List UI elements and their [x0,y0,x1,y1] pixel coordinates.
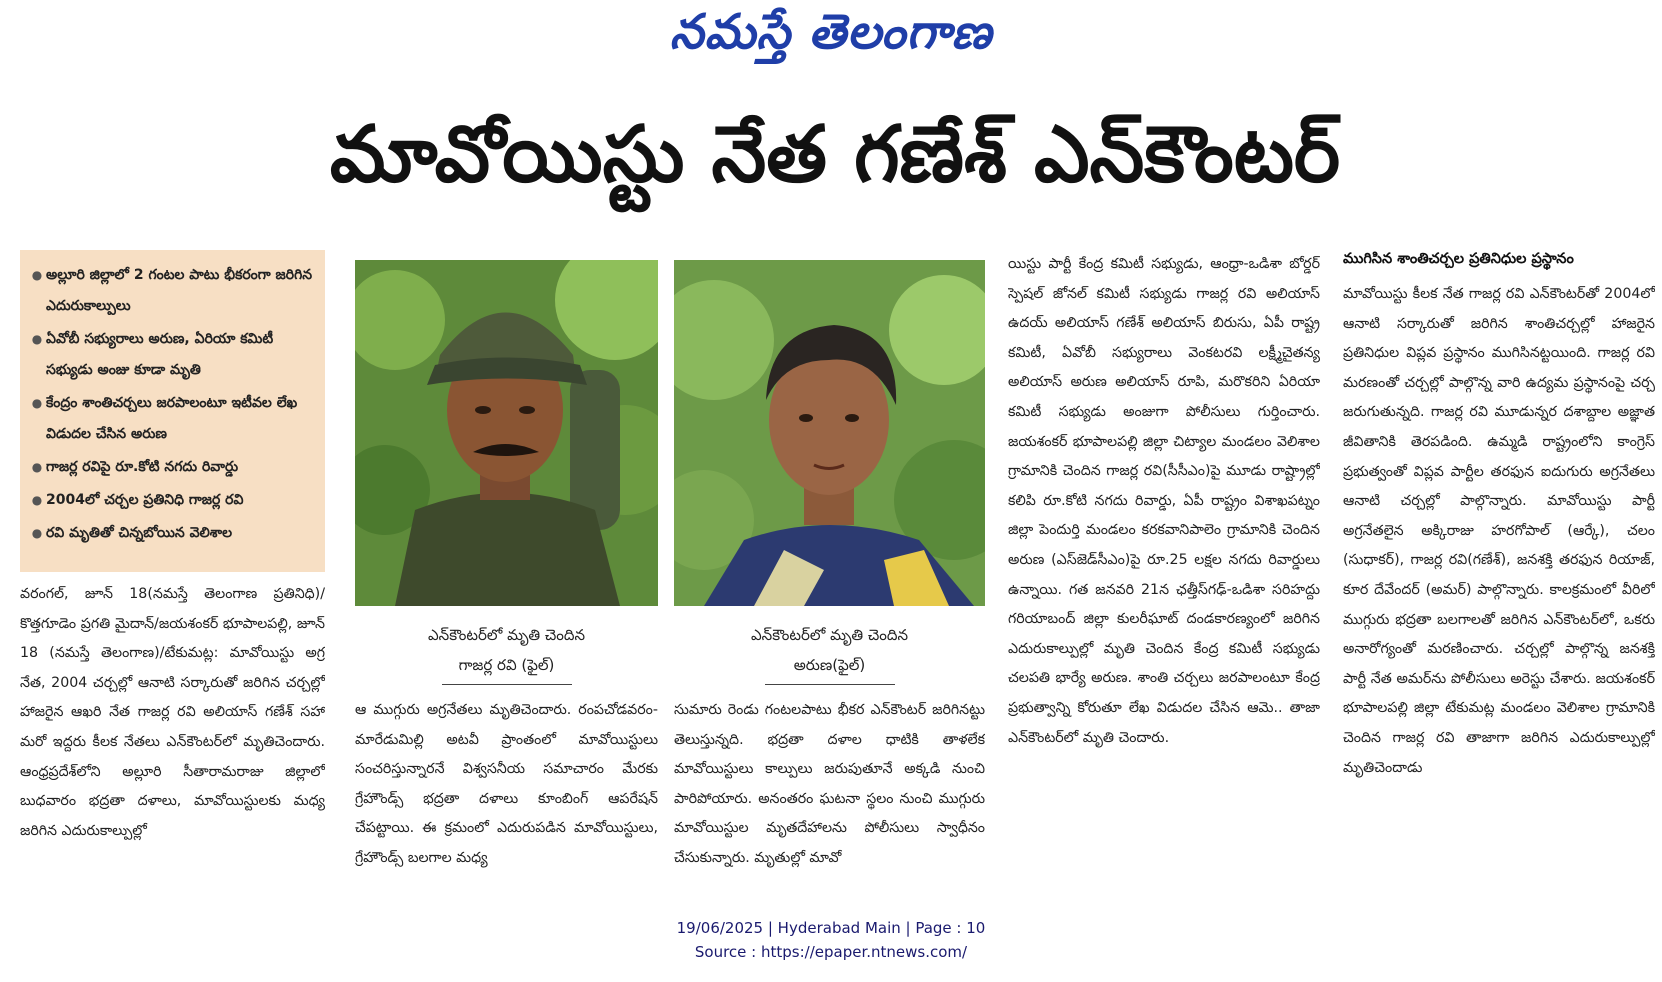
woman-portrait-photo-icon [674,260,985,606]
bullet-icon: ● [31,396,43,410]
bullet-icon: ● [31,268,43,282]
highlight-text: అల్లూరి జిల్లాలో 2 గంటల పాటు భీకరంగా జరిగిన ఎదురుకాల్పులు [46,267,313,314]
highlight-item [28,324,317,386]
caption-divider [765,684,895,685]
footer-date-edition: 19/06/2025 | Hyderabad Main | Page : 10 [676,919,986,937]
caption-photo1 [355,620,658,685]
highlight-item [28,260,317,322]
article-column-3: సుమారు రెండు గంటలపాటు భీకర ఎన్‌కౌంటర్ జరిగినట్టు తెలుస్తున్నది. భద్రతా దళాల ధాటికి తాళలేక మావోయిస్టులు కాల్పులు జరుపుతూనే అక్కడి నుంచి పారిపోయారు. అనంతరం ఘటనా స్థలం నుంచి ముగ్గురు మావోయిస్టుల మృతదేహాలను పోలీసులు స్వాధీనం చేసుకున్నారు. మృతుల్లో మావో [674,702,985,866]
caption-line: ఎన్‌కౌంటర్‌లో మృతి చెందిన [428,626,585,644]
highlight-item [28,388,317,450]
caption-line: ఎన్‌కౌంటర్‌లో మృతి చెందిన [751,626,908,644]
article-column-5: మావోయిస్టు కీలక నేత గాజర్ల రవి ఎన్‌కౌంటర్‌తో 2004లో ఆనాటి సర్కారుతో జరిగిన శాంతిచర్చల్లో హాజరైన ప్రతినిధుల విప్లవ ప్రస్థానం ముగిసినట్టయింది. గాజర్ల రవి మరణంతో చర్చల్లో పాల్గొన్న వారి ఉద్యమ ప్రస్థానంపై చర్చ జరుగుతున్నది. గాజర్ల రవి మూడున్నర దశాబ్దాల అజ్ఞాత జీవితానికి తెరపడింది. ఉమ్మడి రాష్ట్రంలోని కాంగ్రెస్ ప్రభుత్వంతో విప్లవ పార్టీల తరఫున ఐదుగురు అగ్రనేతలు ఆనాటి చర్చల్లో పాల్గొన్నారు. మావోయిస్టు పార్టీ అగ్రనేతలైన అక్కిరాజు హరగోపాల్ (ఆర్కే), చలం (సుధాకర్), గాజర్ల రవి(గణేశ్), జనశక్తి తరఫున రియాజ్, కూర దేవేందర్ (అమర్) పాల్గొన్నారు. కాలక్రమంలో వీరిలో ముగ్గురు భద్రతా బలగాలతో జరిగిన ఎన్‌కౌంటర్‌లో, ఒకరు అనారోగ్యంతో మరణించారు. చర్చల్లో పాల్గొన్న జనశక్తి పార్టీ నేత అమర్‌ను పోలీసులు అరెస్టు చేశారు. జయశంకర్ భూపాలపల్లి జిల్లా టేకుమట్ల మండలం వెలిశాల గ్రామానికి చెందిన గాజర్ల రవి తాజాగా జరిగిన ఎదురుకాల్పుల్లో మృతిచెందాడు [1343,286,1655,776]
highlight-text: కేంద్రం శాంతిచర్చలు జరపాలంటూ ఇటీవల లేఖ విడుదల చేసిన అరుణ [46,395,298,442]
highlights-box [20,250,325,572]
bullet-icon: ● [31,460,43,474]
page-headline: మావోయిస్టు నేత గణేశ్ ఎన్‌కౌంటర్ [329,110,1341,200]
highlight-item [28,485,317,516]
masthead-logo: నమస్తే తెలంగాణ [669,4,993,60]
caption-photo2 [674,620,985,685]
bullet-icon: ● [31,493,43,507]
article-column-1: వరంగల్, జూన్ 18(నమస్తే తెలంగాణ ప్రతినిధి)/కొత్తగూడెం ప్రగతి మైదాన్/జయశంకర్ భూపాలపల్లి, జూన్ 18 (నమస్తే తెలంగాణ)/టేకుమట్ల: మావోయిస్టు అగ్ర నేత, 2004 చర్చల్లో ఆనాటి సర్కారుతో జరిగిన చర్చల్లో హాజరైన ఆఖరి నేత గాజర్ల రవి అలియాస్ గణేశ్ సహా మరో ఇద్దరు కీలక నేతలు ఎన్‌కౌంటర్‌లో మృతిచెందారు. ఆంధ్రప్రదేశ్‌లోని అల్లూరి సీతారామరాజు జిల్లాలో బుధవారం భద్రతా దళాలు, మావోయిస్టులకు మధ్య జరిగిన ఎదురుకాల్పుల్లో [20,586,325,839]
photo-aruna [674,260,985,606]
photo-ganesh [355,260,658,606]
article-column-4: యిస్టు పార్టీ కేంద్ర కమిటీ సభ్యుడు, ఆంధ్రా-ఒడిశా బోర్డర్ స్పెషల్ జోనల్ కమిటీ సభ్యుడు గాజర్ల రవి అలియాస్ ఉదయ్ అలియాస్ గణేశ్ అలియాస్ బిరుసు, ఏపీ రాష్ట్ర కమిటీ, ఏవోబీ సభ్యురాలు వెంకటరవి లక్ష్మీచైతన్య అలియాస్ అరుణ అలియాస్ రూపి, మరొకరిని ఏరియా కమిటీ సభ్యుడు అంజుగా పోలీసులు గుర్తించారు. జయశంకర్ భూపాలపల్లి జిల్లా చిట్యాల మండలం వెలిశాల గ్రామానికి చెందిన గాజర్ల రవి(సీసీఎం)పై మూడు రాష్ట్రాల్లో కలిపి రూ.కోటి నగదు రివార్డు, ఏపీ రాష్ట్రం విశాఖపట్నం జిల్లా పెందుర్తి మండలం కరకవానిపాలెం గ్రామానికి చెందిన అరుణ (ఎస్‌జెడ్‌సీఎం)పై రూ.25 లక్షల నగదు రివార్డులు ఉన్నాయి. గత జనవరి 21న ఛత్తీస్‌గఢ్-ఒడిశా సరిహద్దు గరియాబంద్ జిల్లా కులరీఘాట్ దండకారణ్యంలో జరిగిన ఎదురుకాల్పుల్లో మృతి చెందిన కేంద్ర కమిటీ సభ్యుడు చలపతి భార్యే అరుణ. శాంతి చర్చలు జరపాలంటూ కేంద్ర ప్రభుత్వాన్ని కోరుతూ లేఖ విడుదల చేసిన ఆమె.. తాజా ఎన్‌కౌంటర్‌లో మృతి చెందారు. [1008,256,1320,746]
footer-source-link[interactable]: Source : https://epaper.ntnews.com/ [694,943,968,961]
man-in-cap-photo-icon [355,260,658,606]
bullet-icon: ● [31,332,43,346]
highlight-text: 2004లో చర్చల ప్రతినిధి గాజర్ల రవి [46,492,244,508]
caption-line: గాజర్ల రవి (ఫైల్) [458,656,555,674]
highlight-text: ఏవోబీ సభ్యురాలు అరుణ, ఏరియా కమిటీ సభ్యుడు అంజు కూడా మృతి [46,331,274,378]
highlight-text: రవి మృతితో చిన్నబోయిన వెలిశాల [46,525,233,541]
sub-headline: ముగిసిన శాంతిచర్చల ప్రతినిధుల ప్రస్థానం [1343,251,1574,267]
caption-line: అరుణ(ఫైల్) [793,656,866,674]
bullet-icon: ● [31,526,43,540]
highlight-text: గాజర్ల రవిపై రూ.కోటి నగదు రివార్డు [46,459,239,475]
highlight-item [28,452,317,483]
page-footer [0,916,1662,964]
caption-divider [442,684,572,685]
highlight-item [28,518,317,549]
article-column-2: ఆ ముగ్గురు అగ్రనేతలు మృతిచెందారు. రంపచోడవరం-మారేడుమిల్లి అటవీ ప్రాంతంలో మావోయిస్టులు సంచరిస్తున్నారనే విశ్వసనీయ సమాచారం మేరకు గ్రేహౌండ్స్ భద్రతా దళాలు కూంబింగ్ ఆపరేషన్ చేపట్టాయి. ఈ క్రమంలో ఎదురుపడిన మావోయిస్టులు, గ్రేహౌండ్స్ బలగాల మధ్య [355,702,658,866]
